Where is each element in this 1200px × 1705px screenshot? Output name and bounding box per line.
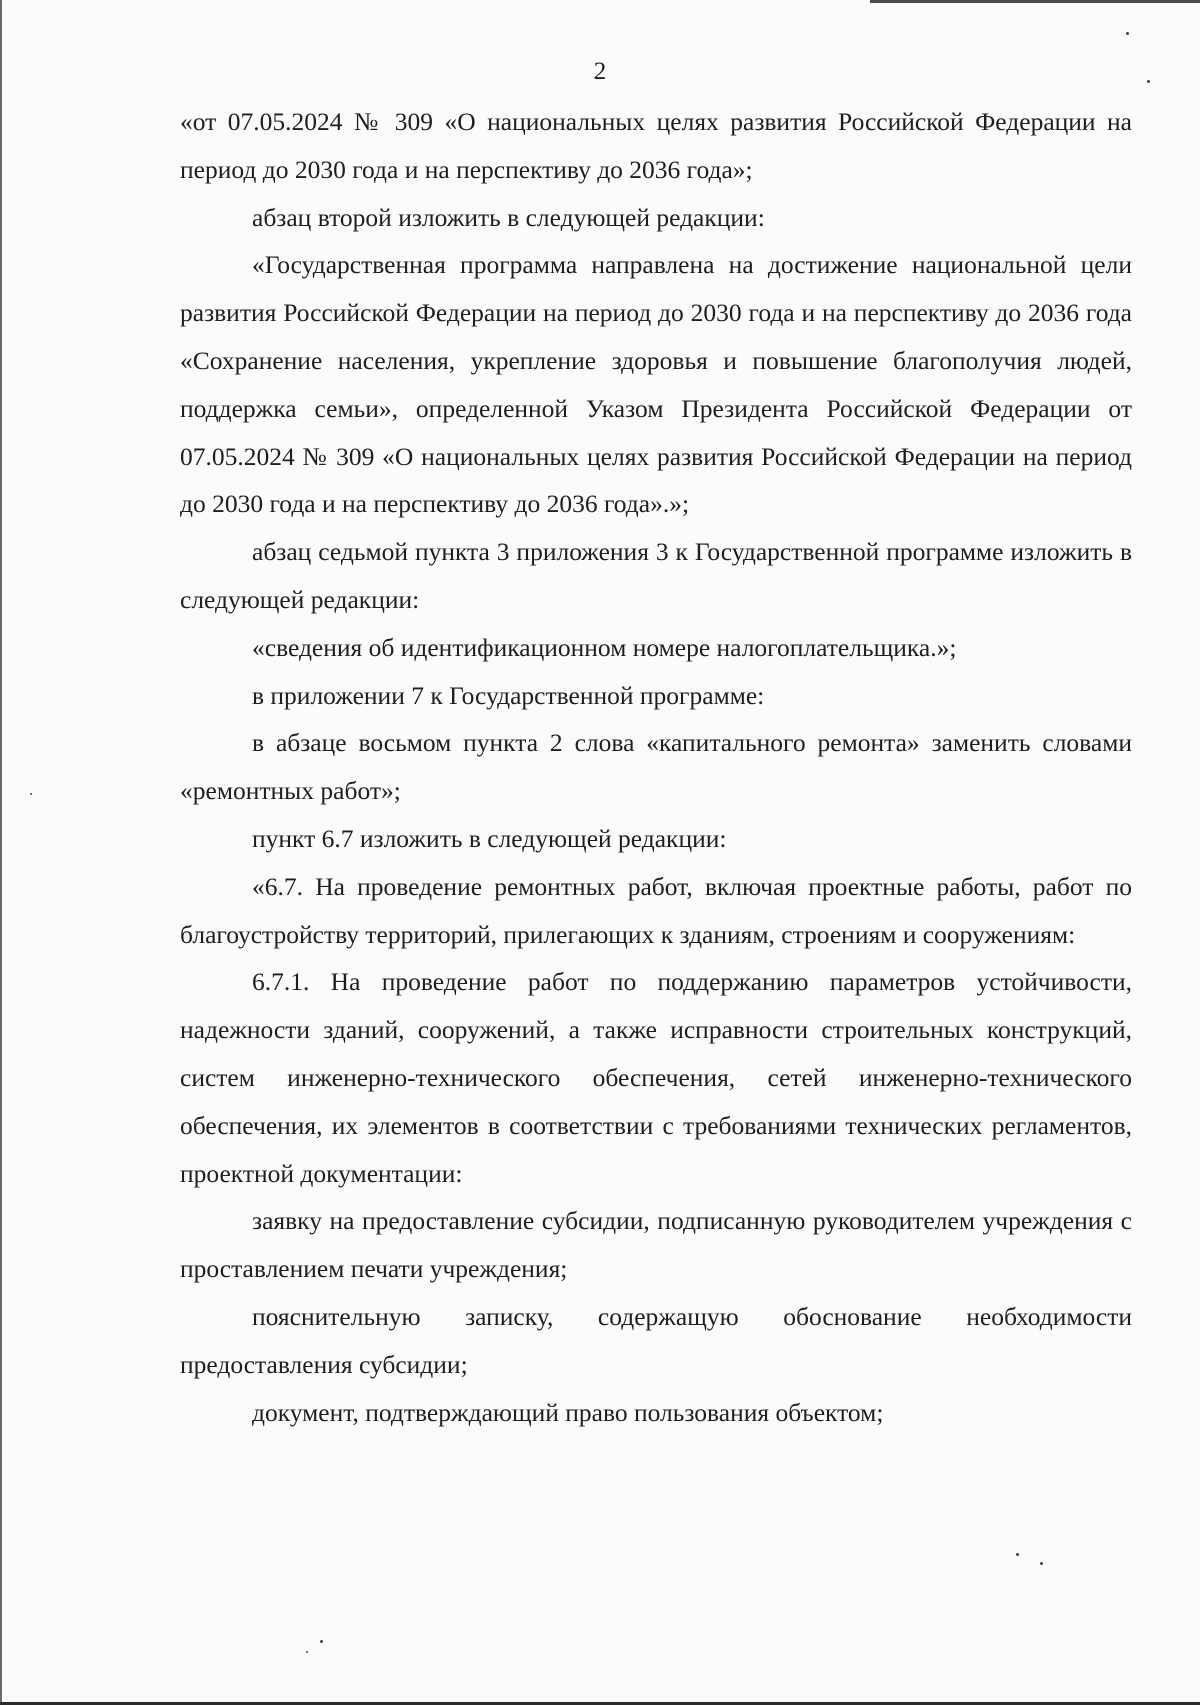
scan-speck	[1126, 32, 1129, 35]
document-body	[180, 98, 1132, 1436]
scan-speck	[306, 1651, 308, 1653]
paragraph-8: пункт 6.7 изложить в следующей редакции:	[252, 823, 727, 853]
paragraph-11: заявку на предоставление субсидии, подписанную руководителем учреждения с проставлением печати учреждения;	[180, 1206, 1132, 1284]
scan-edge-top	[870, 0, 1200, 3]
scan-speck	[30, 793, 32, 795]
scan-speck	[1147, 80, 1150, 83]
paragraph-4: абзац седьмой пункта 3 приложения 3 к Государственной программе изложить в следующей редакции:	[180, 537, 1132, 614]
paragraph-2: абзац второй изложить в следующей редакции:	[252, 202, 765, 232]
paragraph-12: пояснительную записку, содержащую обоснование необходимости предоставления субсидии;	[180, 1301, 1132, 1379]
scan-speck	[1040, 1562, 1043, 1565]
paragraph-6: в приложении 7 к Государственной программе:	[252, 680, 765, 710]
page-number: 2	[593, 58, 607, 85]
paragraph-1: «от 07.05.2024 № 309 «О национальных целях развития Российской Федерации на период до 2030 года и на перспективу до 2036 года»;	[180, 107, 1132, 184]
paragraph-9: «6.7. На проведение ремонтных работ, включая проектные работы, работ по благоустройству территорий, прилегающих к зданиям, строениям и сооружениям:	[180, 871, 1132, 949]
paragraph-10: 6.7.1. На проведение работ по поддержанию параметров устойчивости, надежности зданий, сооружений, а также исправности строительных конструкций, систем инженерно-технического обеспечения, сетей инженерно-технического обеспечения, их элементов в соответствии с требованиями технических регламентов, проектной документации:	[180, 967, 1132, 1188]
paragraph-7: в абзаце восьмом пункта 2 слова «капитального ремонта» заменить словами «ремонтных работ»;	[180, 728, 1132, 806]
paragraph-13: документ, подтверждающий право пользования объектом;	[252, 1397, 884, 1427]
scan-speck	[1016, 1553, 1019, 1556]
paragraph-3: «Государственная программа направлена на достижение национальной цели развития Российской Федерации на период до 2030 года и на перспективу до 2036 года «Сохранение населения, укрепление здоровья и повышение благополучия людей, поддержка семьи», определенной Указом Президента Российской Федерации от 07.05.2024 № 309 «О национальных целях развития Российской Федерации на период до 2030 года и на перспективу до 2036 года».»;	[180, 250, 1132, 519]
scan-speck	[320, 1640, 323, 1643]
paragraph-5: «сведения об идентификационном номере налогоплательщика.»;	[252, 632, 957, 662]
scan-edge-left	[0, 0, 2, 1705]
